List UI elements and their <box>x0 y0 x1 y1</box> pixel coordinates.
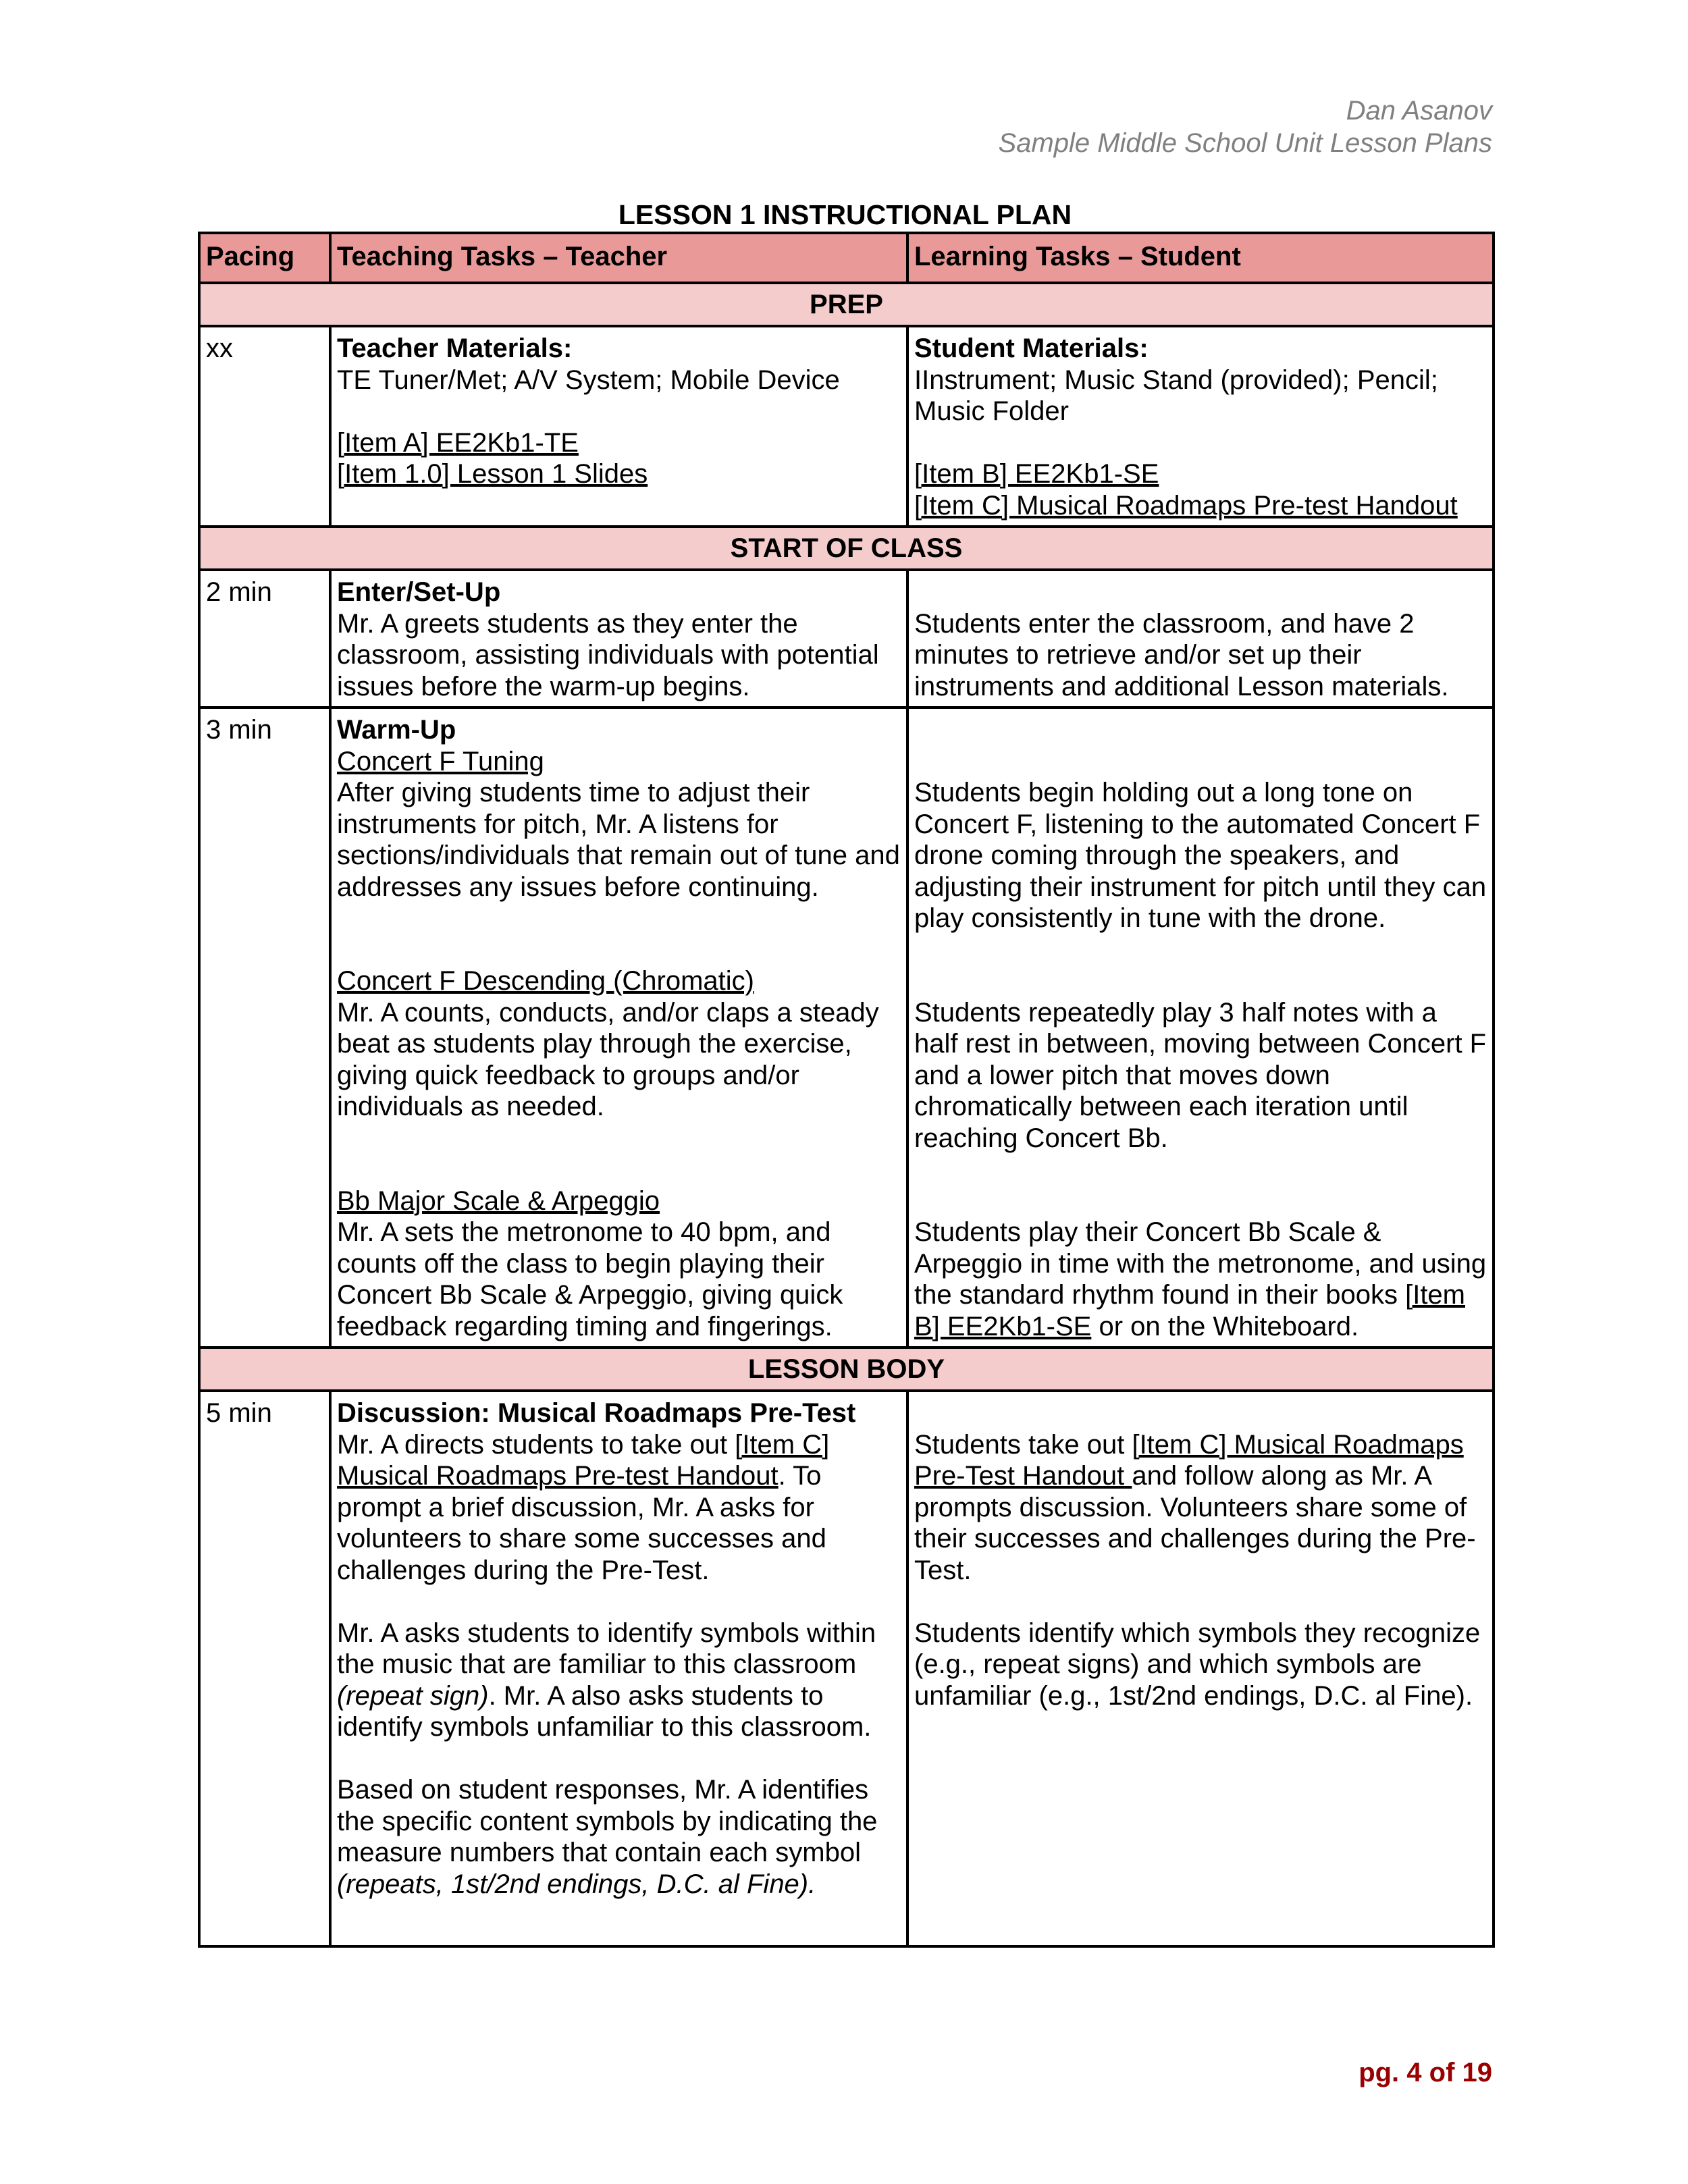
student-cell <box>907 1391 1494 1946</box>
teacher-materials-text: TE Tuner/Met; A/V System; Mobile Device <box>337 365 840 395</box>
link-item-c-inline[interactable]: [Item C] Musical Roadmaps Pre-Test Handout <box>914 1429 1464 1491</box>
section-label: LESSON BODY <box>199 1348 1494 1391</box>
teacher-materials-heading: Teacher Materials: <box>337 334 573 363</box>
table-header-row <box>199 233 1494 283</box>
link-item-a[interactable]: [Item A] EE2Kb1-TE <box>337 427 579 458</box>
teacher-cell <box>330 1391 907 1946</box>
page-number: pg. 4 of 19 <box>1359 2058 1492 2087</box>
table-row-enter-setup <box>199 570 1494 708</box>
section-row-lesson-body <box>199 1348 1494 1391</box>
pacing-cell: 2 min <box>199 570 330 708</box>
activity-heading: Warm-Up <box>337 715 456 745</box>
column-header-student: Learning Tasks – Student <box>907 233 1494 283</box>
teacher-text: Based on student responses, Mr. A identifies the specific content symbols by indicating the measure numbers that contain each symbol (repeats, 1st/2nd endings, D.C. al Fine). <box>337 1775 878 1899</box>
subheading-concert-f-tuning: Concert F Tuning <box>337 746 544 776</box>
student-text: Students identify which symbols they recognize (e.g., repeat signs) and which symbols are unfamiliar (e.g., 1st/2nd endings, D.C. al Fine). <box>914 1618 1481 1711</box>
activity-heading: Enter/Set-Up <box>337 577 501 607</box>
column-header-teacher: Teaching Tasks – Teacher <box>330 233 907 283</box>
section-label: START OF CLASS <box>199 527 1494 570</box>
column-header-pacing: Pacing <box>199 233 330 283</box>
teacher-text: Mr. A directs students to take out [Item C] Musical Roadmaps Pre-test Handout. To prompt a brief discussion, Mr. A asks for volunteers to share some successes and challenges during the Pre-Test. <box>337 1429 830 1585</box>
student-materials-text: IInstrument; Music Stand (provided); Pencil; Music Folder <box>914 365 1438 426</box>
student-cell <box>907 570 1494 708</box>
teacher-cell <box>330 570 907 708</box>
instructional-plan-table <box>198 232 1495 1948</box>
teacher-text: Mr. A asks students to identify symbols within the music that are familiar to this classroom (repeat sign). Mr. A also asks students to identify symbols unfamiliar to this classroom. <box>337 1618 876 1742</box>
pacing-cell: 3 min <box>199 708 330 1348</box>
link-item-1-0[interactable]: [Item 1.0] Lesson 1 Slides <box>337 459 648 489</box>
teacher-text: Mr. A counts, conducts, and/or claps a steady beat as students play through the exercise, giving quick feedback to groups and/or individuals as needed. <box>337 997 879 1121</box>
link-item-c[interactable]: [Item C] Musical Roadmaps Pre-test Handout <box>914 490 1458 521</box>
link-item-b-inline[interactable]: [Item B] EE2Kb1-SE <box>914 1280 1465 1341</box>
student-cell <box>907 708 1494 1348</box>
student-text: Students take out [Item C] Musical Roadmaps Pre-Test Handout and follow along as Mr. A prompts discussion. Volunteers share some of their successes and challenges during the Pre-Test. <box>914 1429 1476 1585</box>
table-row-warm-up <box>199 708 1494 1348</box>
student-cell <box>907 326 1494 527</box>
student-materials-heading: Student Materials: <box>914 334 1149 363</box>
teacher-text: Mr. A greets students as they enter the classroom, assisting individuals with potential issues before the warm-up begins. <box>337 608 879 701</box>
link-item-b[interactable]: [Item B] EE2Kb1-SE <box>914 459 1159 489</box>
running-header <box>998 95 1492 159</box>
table-row-discussion <box>199 1391 1494 1946</box>
pacing-cell: 5 min <box>199 1391 330 1946</box>
student-text: Students enter the classroom, and have 2 minutes to retrieve and/or set up their instruments and additional Lesson materials. <box>914 608 1449 701</box>
section-label: PREP <box>199 283 1494 326</box>
student-text: Students begin holding out a long tone on Concert F, listening to the automated Concert F drone coming through the speakers, and adjusting their instrument for pitch until they can play consistently in tune with the drone. <box>914 778 1487 933</box>
pacing-cell: xx <box>199 326 330 527</box>
subheading-bb-major-scale: Bb Major Scale & Arpeggio <box>337 1186 660 1216</box>
student-text: Students play their Concert Bb Scale & Arpeggio in time with the metronome, and using the standard rhythm found in their books [Item B] EE2Kb1-SE or on the Whiteboard. <box>914 1217 1487 1341</box>
section-row-prep <box>199 283 1494 326</box>
teacher-text: After giving students time to adjust their instruments for pitch, Mr. A listens for sections/individuals that remain out of tune and addresses any issues before continuing. <box>337 778 900 902</box>
activity-heading: Discussion: Musical Roadmaps Pre-Test <box>337 1398 856 1428</box>
student-text: Students repeatedly play 3 half notes with a half rest in between, moving between Concert F and a lower pitch that moves down chromatically between each iteration until reaching Concert Bb. <box>914 997 1487 1153</box>
author-name: Dan Asanov <box>1346 96 1492 126</box>
section-row-start-of-class <box>199 527 1494 570</box>
teacher-text: Mr. A sets the metronome to 40 bpm, and counts off the class to begin playing their Concert Bb Scale & Arpeggio, giving quick feedback regarding timing and fingerings. <box>337 1217 843 1341</box>
table-row-prep <box>199 326 1494 527</box>
subheading-concert-f-descending: Concert F Descending (Chromatic) <box>337 966 754 996</box>
teacher-cell <box>330 326 907 527</box>
teacher-cell <box>330 708 907 1348</box>
link-item-c-inline[interactable]: [Item C] Musical Roadmaps Pre-test Handout <box>337 1429 830 1491</box>
page-title: LESSON 1 INSTRUCTIONAL PLAN <box>618 199 1072 230</box>
document-name: Sample Middle School Unit Lesson Plans <box>998 128 1492 158</box>
